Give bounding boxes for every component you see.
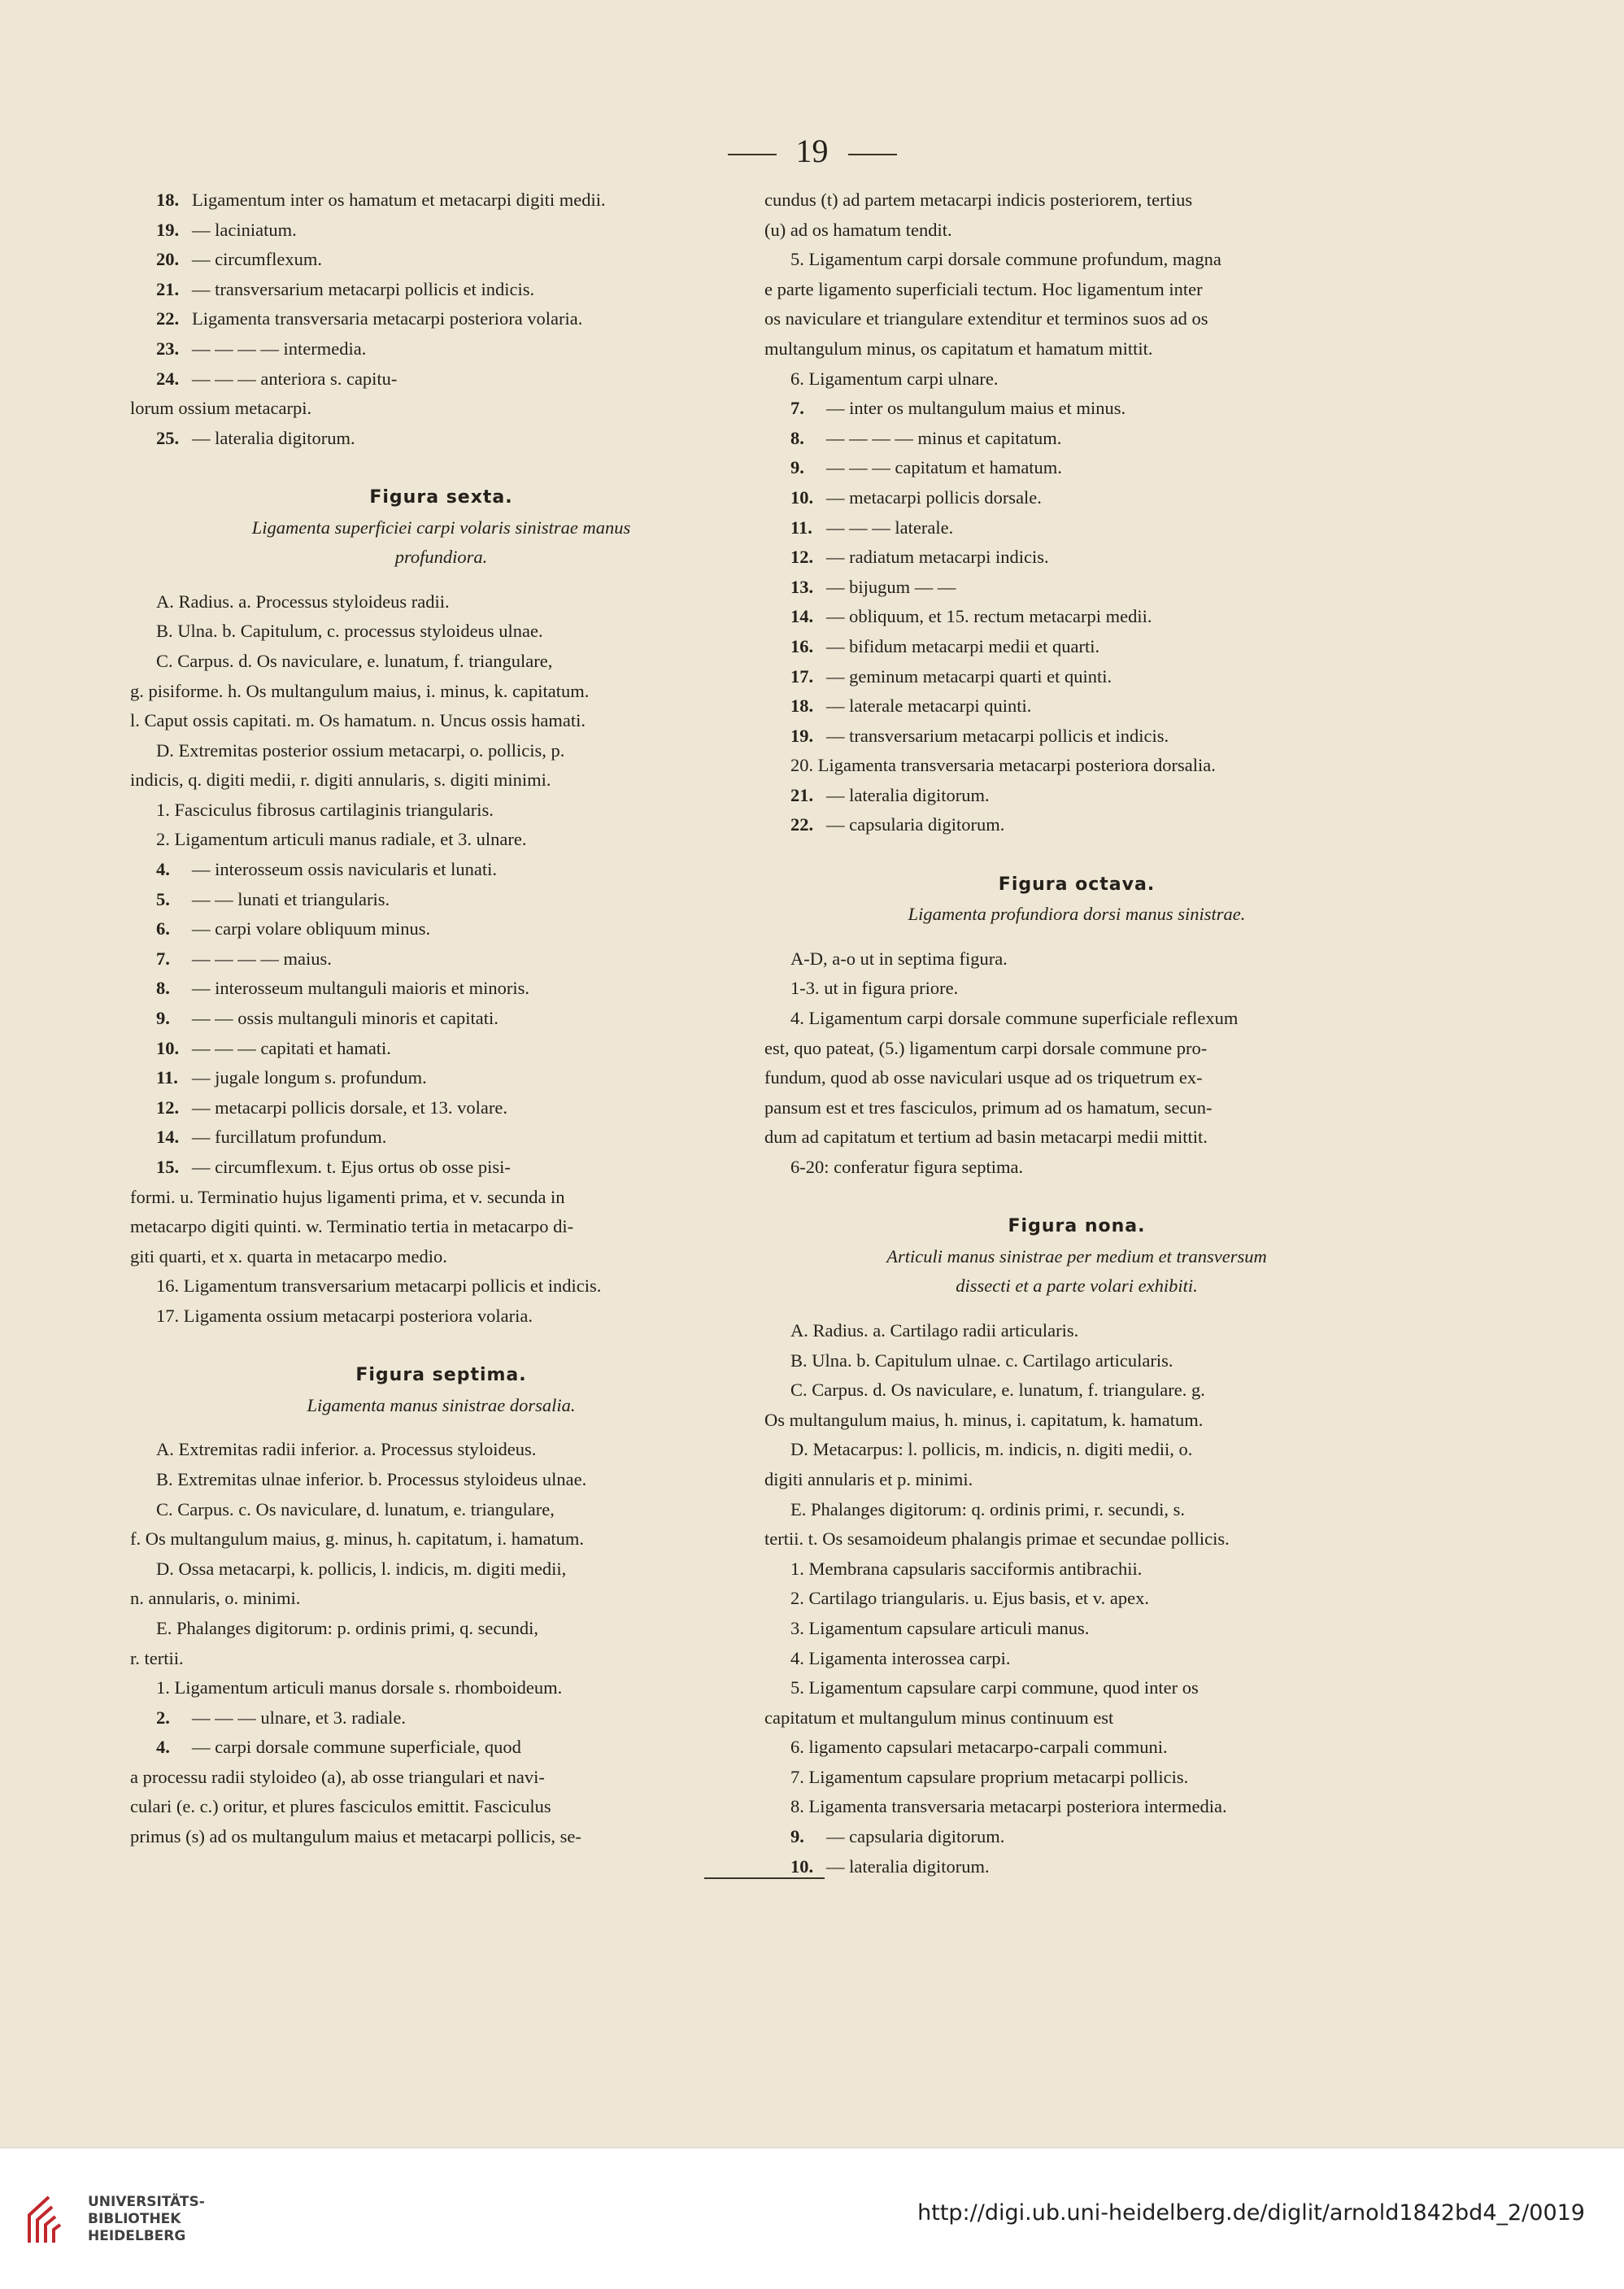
text-line: digiti annularis et p. minimi. (764, 1468, 973, 1489)
entry-text: — carpi dorsale commune superficiale, quod (192, 1737, 521, 1758)
entry-text: — circumflexum. (192, 249, 322, 270)
entry-text: — — — ulnare, et 3. radiale. (192, 1707, 407, 1728)
entry-text: — furcillatum profundum. (192, 1127, 387, 1148)
text-line: l. Caput ossis capitati. m. Os hamatum. n. Uncus ossis hamati. (130, 710, 586, 731)
text-line: os naviculare et triangulare extenditur et terminos suos ad os (764, 308, 1208, 329)
entry-text: — inter os multangulum maius et minus. (826, 398, 1126, 419)
entry-text: — — — anteriora s. capitu- (192, 368, 398, 389)
entry-text: — obliquum, et 15. rectum metacarpi medii. (826, 606, 1152, 627)
entry-text: — metacarpi pollicis dorsale, et 13. volare. (192, 1097, 507, 1118)
left-column (130, 185, 752, 1852)
entry-number: 22. (156, 308, 180, 329)
footer-bar (0, 2147, 1624, 2289)
paragraph-start: 4. Ligamenta interossea carpi. (790, 1647, 1011, 1668)
legend-entry (764, 602, 1389, 632)
entry-text: Ligamentum inter os hamatum et metacarpi digiti medii. (192, 190, 606, 210)
text-line: giti quarti, et x. quarta in metacarpo medio. (130, 1245, 447, 1267)
legend-entry (764, 632, 1389, 662)
entry-number: 11. (790, 517, 812, 538)
legend-entry (130, 1123, 752, 1153)
paragraph-start: C. Carpus. c. Os naviculare, d. lunatum, e. triangulare, (156, 1498, 555, 1519)
paragraph-start: C. Carpus. d. Os naviculare, e. lunatum, f. triangulare, (156, 650, 553, 671)
header-dash-right (848, 154, 897, 155)
entry-number: 12. (156, 1097, 180, 1118)
entry-text: — — — — intermedia. (192, 338, 367, 359)
entry-text: — lateralia digitorum. (826, 1855, 990, 1877)
spacer (130, 453, 752, 483)
entry-number: 18. (790, 695, 814, 717)
text-line: f. Os multangulum maius, g. minus, h. capitatum, i. hamatum. (130, 1528, 585, 1550)
paragraph-start: 8. Ligamenta transversaria metacarpi posteriora intermedia. (790, 1796, 1227, 1817)
figure-subtitle: profundiora. (394, 547, 488, 568)
spacer (764, 1183, 1389, 1213)
library-logo-icon[interactable] (24, 2191, 75, 2248)
entry-text: — capsularia digitorum. (826, 814, 1005, 835)
figure-subtitle: Articuli manus sinistrae per medium et transversum (886, 1245, 1267, 1267)
paragraph-start: 6-20: conferatur figura septima. (790, 1157, 1024, 1177)
text-line: multangulum minus, os capitatum et hamatum mittit. (764, 338, 1153, 359)
paragraph-start: B. Ulna. b. Capitulum, c. processus styloideus ulnae. (156, 621, 543, 642)
entry-number: 14. (156, 1127, 180, 1148)
entry-number: 22. (790, 814, 814, 835)
library-name-line: BIBLIOTHEK (88, 2211, 181, 2227)
paragraph-start: B. Extremitas ulnae inferior. b. Processus styloideus ulnae. (156, 1468, 587, 1489)
legend-entry (764, 1852, 1389, 1882)
legend-entry (130, 185, 752, 216)
legend-entry (130, 855, 752, 885)
paragraph-start: D. Metacarpus: l. pollicis, m. indicis, n. digiti medii, o. (790, 1439, 1193, 1460)
paragraph-start: 6. Ligamentum carpi ulnare. (790, 368, 999, 389)
source-url-link[interactable]: http://digi.ub.uni-heidelberg.de/diglit/arnold1842bd4_2/0019 (917, 2200, 1585, 2226)
legend-entry (130, 1733, 752, 1763)
entry-number: 8. (790, 427, 804, 448)
entry-text: — carpi volare obliquum minus. (192, 918, 431, 940)
entry-text: — transversarium metacarpi pollicis et indicis. (826, 725, 1169, 746)
entry-text: — interosseum ossis navicularis et lunati. (192, 859, 497, 880)
text-line: Os multangulum maius, h. minus, i. capitatum, k. hamatum. (764, 1409, 1204, 1430)
legend-entry (764, 1822, 1389, 1852)
legend-entry (764, 543, 1389, 573)
text-line: metacarpo digiti quinti. w. Terminatio tertia in metacarpo di- (130, 1216, 574, 1237)
legend-entry (764, 513, 1389, 543)
entry-number: 15. (156, 1157, 180, 1177)
legend-entry (130, 1063, 752, 1093)
paragraph-start: 20. Ligamenta transversaria metacarpi posteriora dorsalia. (790, 755, 1216, 776)
legend-entry (764, 691, 1389, 722)
end-rule (704, 1877, 825, 1879)
paragraph-start: E. Phalanges digitorum: p. ordinis primi, q. secundi, (156, 1617, 538, 1638)
legend-entry (764, 722, 1389, 752)
entry-number: 24. (156, 368, 180, 389)
text-line: g. pisiforme. h. Os multangulum maius, i. minus, k. capitatum. (130, 680, 590, 701)
figure-heading: Figura nona. (1008, 1216, 1146, 1237)
paragraph-start: D. Extremitas posterior ossium metacarpi, o. pollicis, p. (156, 739, 565, 761)
entry-number: 8. (156, 978, 170, 999)
entry-number: 9. (790, 1826, 804, 1847)
entry-number: 19. (790, 725, 814, 746)
legend-entry (764, 810, 1389, 840)
entry-number: 11. (156, 1067, 178, 1088)
spacer (130, 1332, 752, 1362)
entry-number: 21. (790, 784, 814, 805)
legend-entry (130, 1153, 752, 1183)
paragraph-start: 3. Ligamentum capsulare articuli manus. (790, 1617, 1090, 1638)
entry-text: — — — capitatum et hamatum. (826, 457, 1062, 478)
spacer (764, 930, 1389, 944)
figure-subtitle: dissecti et a parte volari exhibiti. (956, 1275, 1198, 1297)
text-line: dum ad capitatum et tertium ad basin metacarpi medii mittit. (764, 1127, 1208, 1148)
spacer (764, 1301, 1389, 1316)
legend-entry (764, 424, 1389, 454)
paragraph-start: A. Radius. a. Processus styloideus radii. (156, 591, 450, 612)
library-name-line: UNIVERSITÄTS- (88, 2194, 205, 2210)
legend-entry (130, 364, 752, 395)
text-line: fundum, quod ab osse naviculari usque ad os triquetrum ex- (764, 1067, 1203, 1088)
entry-number: 9. (156, 1008, 170, 1029)
text-line: tertii. t. Os sesamoideum phalangis primae et secundae pollicis. (764, 1528, 1230, 1550)
legend-entry (130, 914, 752, 944)
paragraph-start: A. Radius. a. Cartilago radii articularis. (790, 1319, 1079, 1341)
figure-heading: Figura sexta. (369, 486, 513, 508)
entry-text: — radiatum metacarpi indicis. (826, 547, 1049, 568)
library-name (88, 2194, 205, 2245)
page-number: 19 (795, 133, 829, 169)
library-name-line: HEIDELBERG (88, 2228, 186, 2244)
entry-number: 10. (790, 486, 814, 508)
paragraph-start: E. Phalanges digitorum: q. ordinis primi, r. secundi, s. (790, 1498, 1185, 1519)
entry-text: — lateralia digitorum. (826, 784, 990, 805)
paragraph-start: D. Ossa metacarpi, k. pollicis, l. indicis, m. digiti medii, (156, 1558, 567, 1579)
legend-entry (764, 662, 1389, 692)
entry-text: — — — capitati et hamati. (192, 1037, 391, 1058)
page-header (0, 132, 1624, 181)
text-line: indicis, q. digiti medii, r. digiti annularis, s. digiti minimi. (130, 770, 551, 791)
legend-entry (130, 216, 752, 246)
legend-entry (130, 1703, 752, 1733)
legend-entry (764, 483, 1389, 513)
entry-text: — laciniatum. (192, 219, 297, 240)
entry-number: 7. (156, 948, 170, 969)
entry-text: — geminum metacarpi quarti et quinti. (826, 665, 1112, 687)
entry-number: 17. (790, 665, 814, 687)
figure-subtitle: Ligamenta manus sinistrae dorsalia. (307, 1394, 576, 1415)
legend-entry (130, 334, 752, 364)
entry-number: 19. (156, 219, 180, 240)
paragraph-start: 1. Ligamentum articuli manus dorsale s. rhomboideum. (156, 1677, 563, 1698)
entry-number: 6. (156, 918, 170, 940)
legend-entry (764, 394, 1389, 424)
paragraph-start: A-D, a-o ut in septima figura. (790, 948, 1008, 969)
legend-entry (764, 781, 1389, 811)
right-column (764, 185, 1389, 1881)
entry-number: 10. (790, 1855, 814, 1877)
entry-text: — transversarium metacarpi pollicis et indicis. (192, 278, 535, 299)
text-line: a processu radii styloideo (a), ab osse triangulari et navi- (130, 1766, 545, 1787)
entry-number: 23. (156, 338, 180, 359)
text-line: est, quo pateat, (5.) ligamentum carpi dorsale commune pro- (764, 1037, 1208, 1058)
legend-entry (130, 944, 752, 974)
entry-text: — bifidum metacarpi medii et quarti. (826, 635, 1100, 656)
entry-number: 20. (156, 249, 180, 270)
paragraph-start: 2. Cartilago triangularis. u. Ejus basis, et v. apex. (790, 1588, 1149, 1609)
entry-text: — lateralia digitorum. (192, 427, 355, 448)
spacer (130, 1420, 752, 1435)
legend-entry (130, 304, 752, 334)
entry-number: 14. (790, 606, 814, 627)
legend-entry (764, 573, 1389, 603)
paragraph-start: 5. Ligamentum carpi dorsale commune profundum, magna (790, 249, 1221, 270)
header-dash-left (728, 154, 777, 155)
figure-subtitle: Ligamenta superficiei carpi volaris sinistrae manus (251, 517, 631, 538)
paragraph-start: 16. Ligamentum transversarium metacarpi pollicis et indicis. (156, 1275, 602, 1297)
entry-number: 25. (156, 427, 180, 448)
entry-text: Ligamenta transversaria metacarpi posteriora volaria. (192, 308, 583, 329)
text-line: cundus (t) ad partem metacarpi indicis posteriorem, tertius (764, 190, 1193, 210)
entry-text: — capsularia digitorum. (826, 1826, 1005, 1847)
spacer (130, 573, 752, 587)
legend-entry (130, 1034, 752, 1064)
entry-number: 4. (156, 1737, 170, 1758)
text-line: formi. u. Terminatio hujus ligamenti prima, et v. secunda in (130, 1186, 565, 1207)
entry-text: — — — laterale. (826, 517, 954, 538)
legend-entry (130, 1004, 752, 1034)
text-line: capitatum et multangulum minus continuum est (764, 1707, 1114, 1728)
legend-entry (130, 245, 752, 275)
entry-number: 21. (156, 278, 180, 299)
spacer (764, 840, 1389, 870)
paragraph-start: 1. Fasciculus fibrosus cartilaginis triangularis. (156, 799, 494, 820)
entry-text: — — lunati et triangularis. (192, 888, 390, 909)
entry-text: — — — — maius. (192, 948, 332, 969)
text-line: lorum ossium metacarpi. (130, 398, 312, 419)
entry-text: — laterale metacarpi quinti. (826, 695, 1032, 717)
entry-text: — — — — minus et capitatum. (826, 427, 1062, 448)
legend-entry (130, 1093, 752, 1123)
legend-entry (130, 885, 752, 915)
figure-subtitle: Ligamenta profundiora dorsi manus sinistrae. (908, 904, 1246, 925)
figure-heading: Figura septima. (355, 1365, 527, 1386)
entry-text: — interosseum multanguli maioris et minoris. (192, 978, 529, 999)
legend-entry (764, 453, 1389, 483)
paragraph-start: C. Carpus. d. Os naviculare, e. lunatum, f. triangulare. g. (790, 1380, 1205, 1401)
text-line: r. tertii. (130, 1647, 184, 1668)
paragraph-start: 1-3. ut in figura priore. (790, 978, 959, 999)
text-line: n. annularis, o. minimi. (130, 1588, 301, 1609)
entry-number: 7. (790, 398, 804, 419)
legend-entry (130, 974, 752, 1004)
text-line: primus (s) ad os multangulum maius et metacarpi pollicis, se- (130, 1826, 581, 1847)
entry-text: — jugale longum s. profundum. (192, 1067, 427, 1088)
entry-number: 10. (156, 1037, 180, 1058)
text-line: culari (e. c.) oritur, et plures fasciculos emittit. Fasciculus (130, 1796, 551, 1817)
entry-number: 4. (156, 859, 170, 880)
text-line: (u) ad os hamatum tendit. (764, 219, 952, 240)
text-line: e parte ligamento superficiali tectum. Hoc ligamentum inter (764, 278, 1203, 299)
entry-text: — — ossis multanguli minoris et capitati. (192, 1008, 499, 1029)
entry-number: 16. (790, 635, 814, 656)
entry-number: 18. (156, 190, 180, 210)
entry-number: 5. (156, 888, 170, 909)
paragraph-start: 5. Ligamentum capsulare carpi commune, quod inter os (790, 1677, 1199, 1698)
entry-text: — metacarpi pollicis dorsale. (826, 486, 1042, 508)
paragraph-start: 6. ligamento capsulari metacarpo-carpali communi. (790, 1737, 1168, 1758)
paragraph-start: 4. Ligamentum carpi dorsale commune superficiale reflexum (790, 1008, 1239, 1029)
paragraph-start: 2. Ligamentum articuli manus radiale, et 3. ulnare. (156, 829, 527, 850)
figure-heading: Figura octava. (998, 874, 1156, 895)
paragraph-start: 17. Ligamenta ossium metacarpi posteriora volaria. (156, 1305, 533, 1326)
entry-number: 9. (790, 457, 804, 478)
paragraph-start: B. Ulna. b. Capitulum ulnae. c. Cartilago articularis. (790, 1349, 1173, 1371)
entry-number: 13. (790, 576, 814, 597)
entry-number: 12. (790, 547, 814, 568)
entry-text: — circumflexum. t. Ejus ortus ob osse pisi- (192, 1157, 511, 1177)
paragraph-start: 1. Membrana capsularis sacciformis antibrachii. (790, 1558, 1143, 1579)
legend-entry (130, 424, 752, 454)
paragraph-start: 7. Ligamentum capsulare proprium metacarpi pollicis. (790, 1766, 1189, 1787)
text-line: pansum est et tres fasciculos, primum ad os hamatum, secun- (764, 1097, 1213, 1118)
paragraph-start: A. Extremitas radii inferior. a. Processus styloideus. (156, 1439, 537, 1460)
entry-text: — bijugum — — (826, 576, 956, 597)
legend-entry (130, 275, 752, 305)
entry-number: 2. (156, 1707, 170, 1728)
